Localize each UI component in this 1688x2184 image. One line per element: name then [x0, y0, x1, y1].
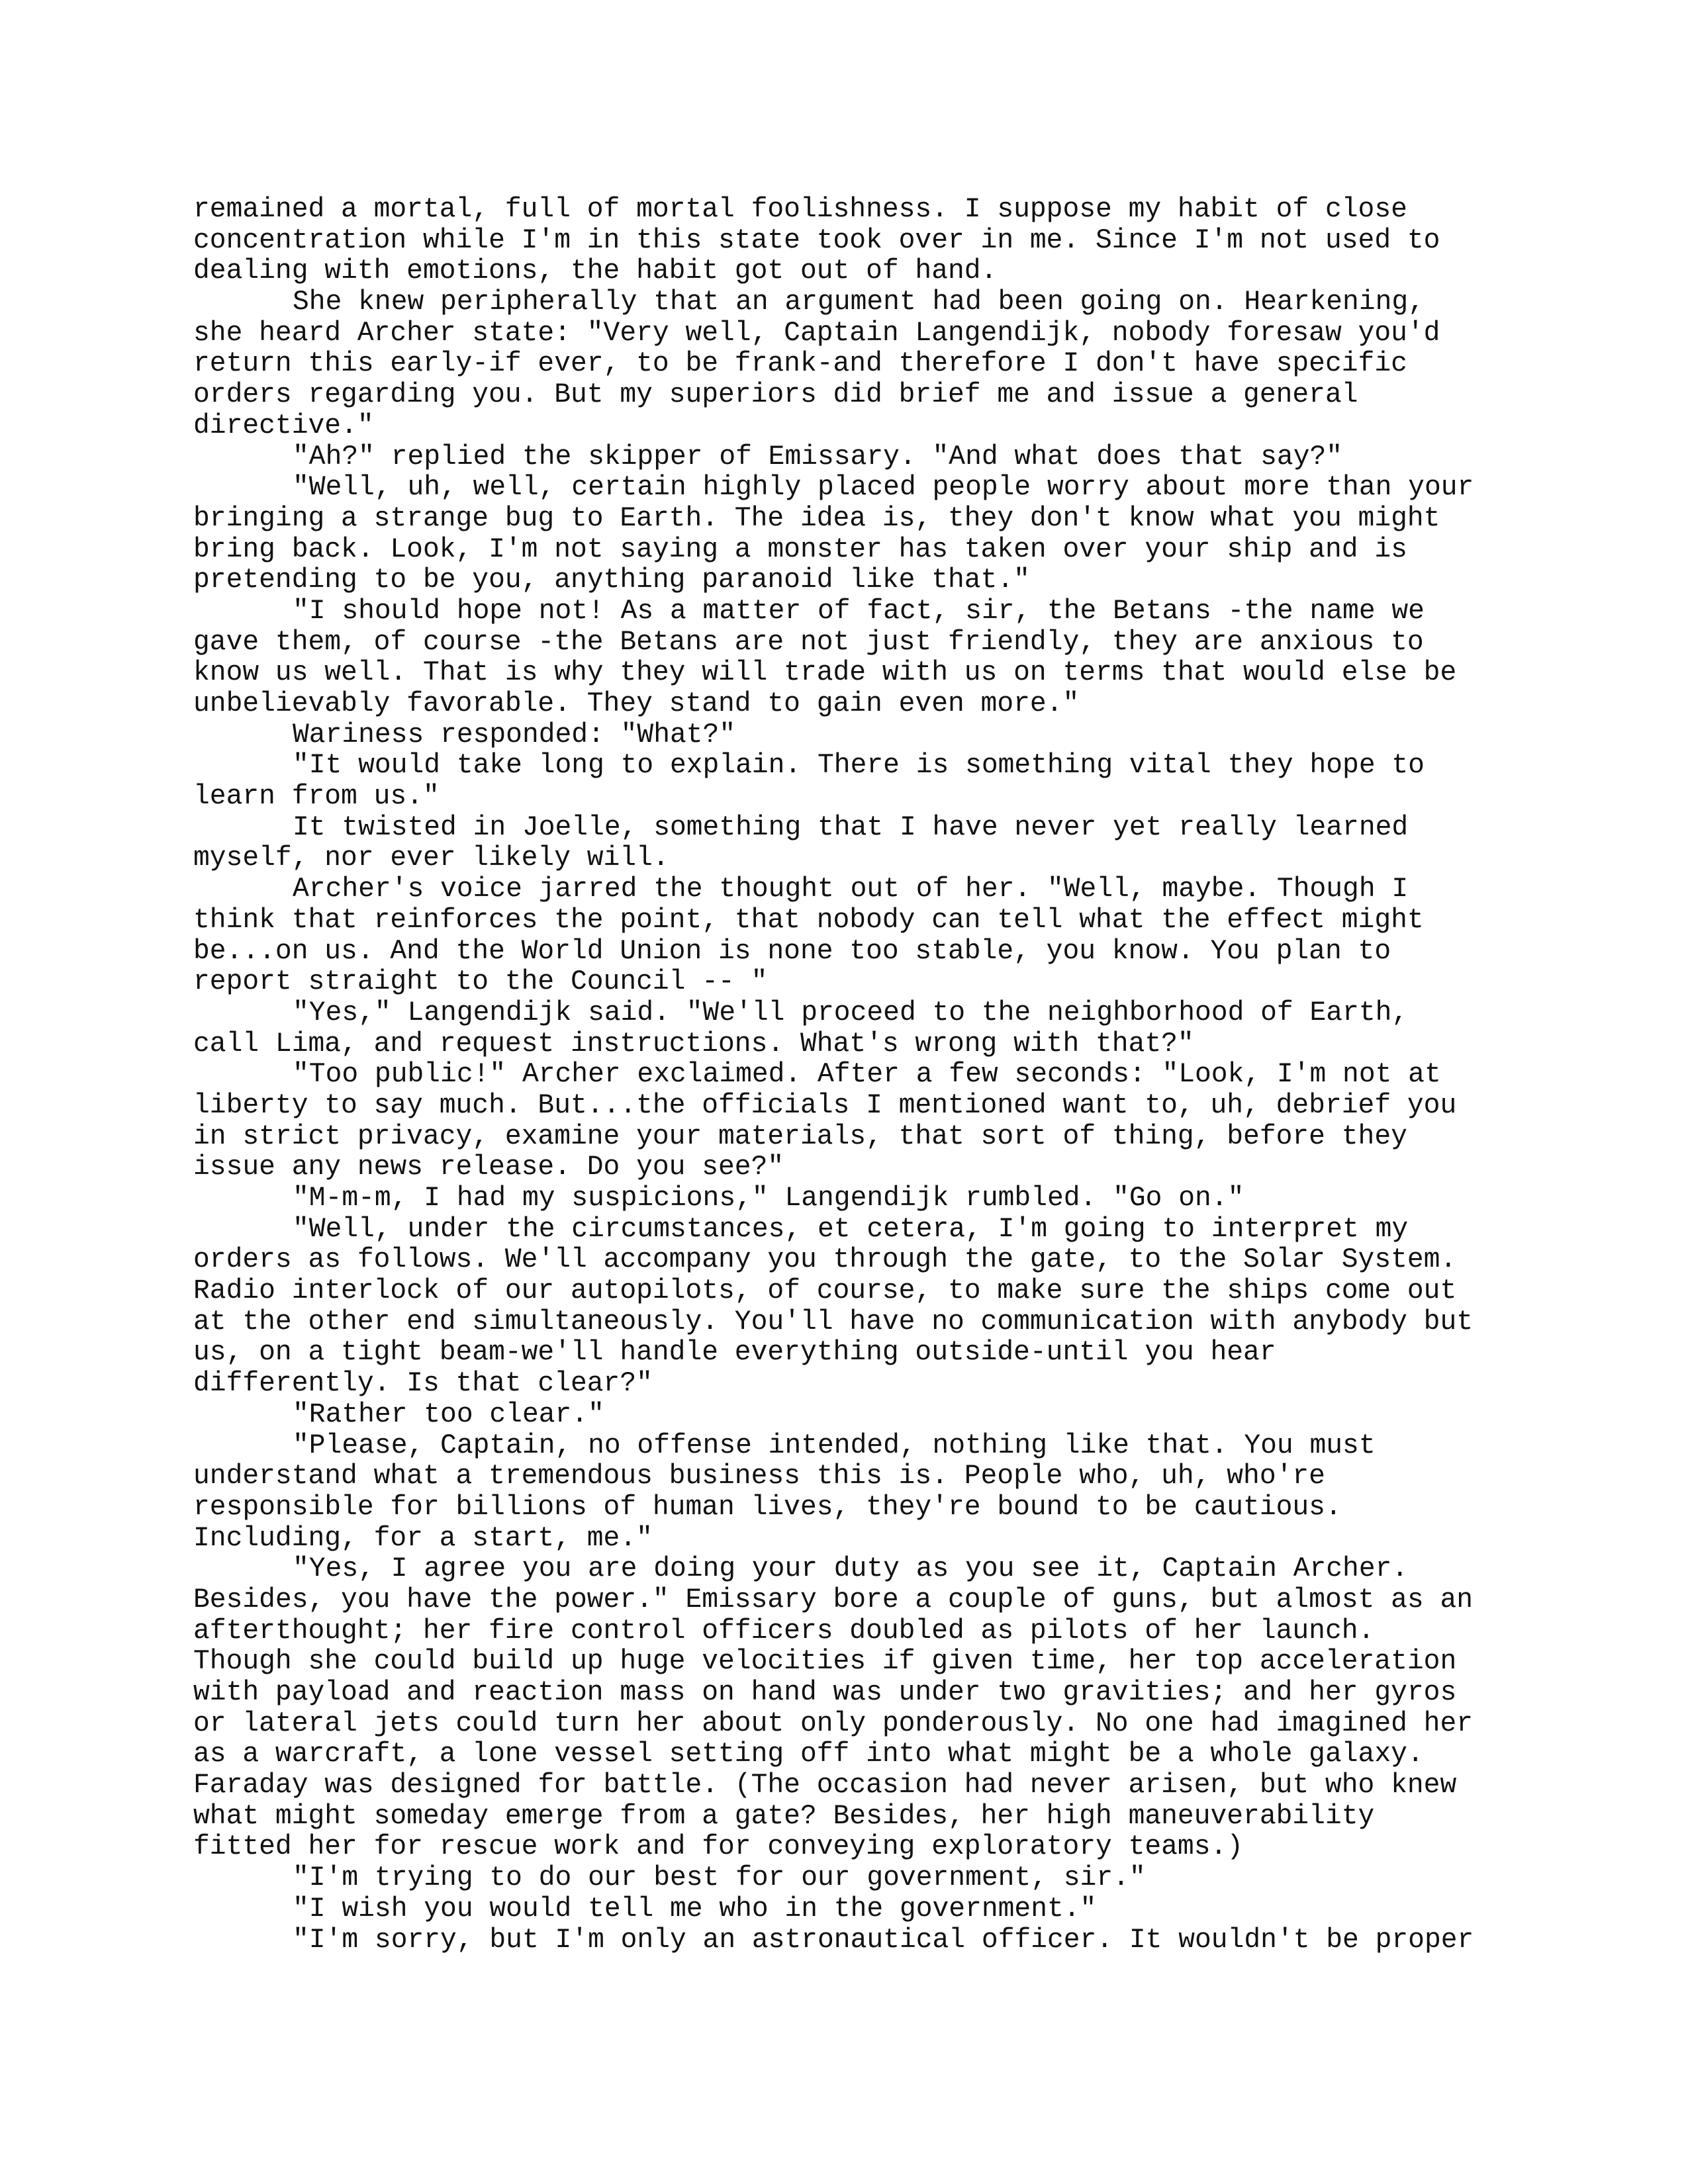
text-line: with payload and reaction mass on hand was under two gravities; and her gyros: [193, 1678, 1457, 1708]
text-line: "Yes, I agree you are doing your duty as you see it, Captain Archer.: [293, 1554, 1409, 1585]
text-line: "Yes," Langendijk said. "We'll proceed to the neighborhood of Earth,: [293, 997, 1409, 1028]
text-line: understand what a tremendous business this is. People who, uh, who're: [193, 1461, 1325, 1492]
text-line: "Well, uh, well, certain highly placed people worry about more than your: [293, 473, 1474, 504]
text-line: orders regarding you. But my superiors did brief me and issue a general: [193, 380, 1358, 411]
text-line: myself, nor ever likely will.: [193, 843, 669, 874]
text-line: afterthought; her fire control officers doubled as pilots of her launch.: [193, 1615, 1375, 1647]
text-line: us, on a tight beam-we'll handle everything outside-until you hear: [193, 1338, 1276, 1369]
text-line: she heard Archer state: "Very well, Captain Langendijk, nobody foresaw you'd: [193, 318, 1440, 349]
text-line: differently. Is that clear?": [193, 1369, 653, 1400]
text-line: as a warcraft, a lone vessel setting off into what might be a whole galaxy.: [193, 1739, 1424, 1770]
text-line: or lateral jets could turn her about only ponderously. No one had imagined her: [193, 1708, 1474, 1739]
text-line: "M-m-m, I had my suspicions," Langendijk rumbled. "Go on.": [293, 1183, 1244, 1214]
text-line: "It would take long to explain. There is something vital they hope to: [293, 751, 1425, 782]
text-line: learn from us.": [193, 782, 440, 813]
text-line: Archer's voice jarred the thought out of her. "Well, maybe. Though I: [293, 874, 1409, 905]
text-line: Though she could build up huge velocities if given time, her top acceleration: [193, 1647, 1457, 1678]
text-line: unbelievably favorable. They stand to gain even more.": [193, 689, 1080, 719]
text-line: remained a mortal, full of mortal foolishness. I suppose my habit of close: [193, 195, 1407, 225]
text-line: She knew peripherally that an argument had been going on. Hearkening,: [293, 287, 1425, 318]
text-line: "I'm trying to do our best for our government, sir.": [293, 1863, 1146, 1894]
text-line: bring back. Look, I'm not saying a monster has taken over your ship and is: [193, 534, 1407, 565]
text-line: fitted her for rescue work and for conveying exploratory teams.): [193, 1832, 1244, 1863]
text-line: "Well, under the circumstances, et cetera, I'm going to interpret my: [293, 1214, 1409, 1245]
document-body: [193, 195, 1517, 1956]
text-line: Faraday was designed for battle. (The occasion had never arisen, but who knew: [193, 1770, 1457, 1801]
text-line: liberty to say much. But...the officials I mentioned want to, uh, debrief you: [193, 1090, 1457, 1121]
text-line: know us well. That is why they will trade with us on terms that would else be: [193, 658, 1457, 689]
text-line: Wariness responded: "What?": [293, 719, 736, 751]
text-line: "Please, Captain, no offense intended, nothing like that. You must: [293, 1430, 1376, 1461]
text-line: be...on us. And the World Union is none too stable, you know. You plan to: [193, 936, 1391, 967]
text-line: dealing with emotions, the habit got out of hand.: [193, 256, 998, 287]
text-line: what might someday emerge from a gate? Besides, her high maneuverability: [193, 1801, 1375, 1832]
text-line: "I wish you would tell me who in the government.": [293, 1893, 1097, 1925]
text-line: return this early-if ever, to be frank-and therefore I don't have specific: [193, 349, 1407, 380]
text-line: It twisted in Joelle, something that I have never yet really learned: [293, 812, 1409, 843]
text-line: call Lima, and request instructions. What's wrong with that?": [193, 1028, 1194, 1060]
text-line: in strict privacy, examine your materials, that sort of thing, before they: [193, 1121, 1407, 1152]
text-line: responsible for billions of human lives, they're bound to be cautious.: [193, 1492, 1342, 1523]
text-line: "I'm sorry, but I'm only an astronautical officer. It wouldn't be proper: [293, 1925, 1474, 1956]
text-line: "Ah?" replied the skipper of Emissary. "And what does that say?": [293, 441, 1343, 473]
text-line: orders as follows. We'll accompany you through the gate, to the Solar System.: [193, 1245, 1457, 1276]
text-line: issue any news release. Do you see?": [193, 1152, 784, 1183]
text-line: at the other end simultaneously. You'll have no communication with anybody but: [193, 1306, 1474, 1338]
text-line: "Too public!" Archer exclaimed. After a few seconds: "Look, I'm not at: [293, 1060, 1441, 1091]
text-line: concentration while I'm in this state took over in me. Since I'm not used to: [193, 225, 1440, 256]
text-line: bringing a strange bug to Earth. The idea is, they don't know what you might: [193, 503, 1440, 534]
text-line: directive.": [193, 410, 374, 441]
text-line: report straight to the Council -- ": [193, 967, 768, 998]
text-line: "Rather too clear.": [293, 1399, 604, 1430]
text-line: gave them, of course -the Betans are not just friendly, they are anxious to: [193, 627, 1424, 658]
text-line: think that reinforces the point, that nobody can tell what the effect might: [193, 905, 1424, 936]
text-line: Besides, you have the power." Emissary bore a couple of guns, but almost as an: [193, 1584, 1474, 1615]
text-line: Radio interlock of our autopilots, of course, to make sure the ships come out: [193, 1276, 1457, 1307]
text-line: pretending to be you, anything paranoid like that.": [193, 565, 1030, 596]
text-line: Including, for a start, me.": [193, 1523, 653, 1554]
text-line: "I should hope not! As a matter of fact, sir, the Betans -the name we: [293, 596, 1425, 627]
